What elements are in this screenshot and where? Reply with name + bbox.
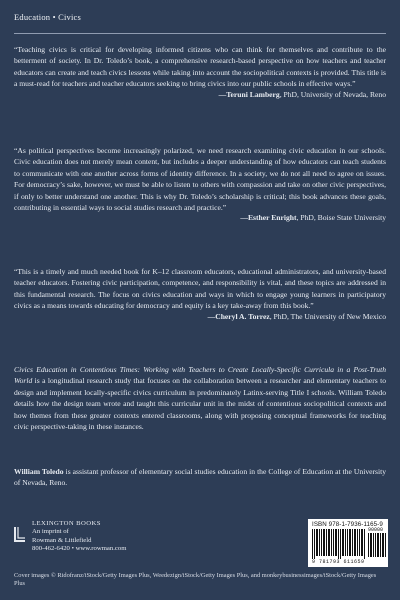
publisher-logo-icon <box>14 526 26 542</box>
endorsement-quote <box>14 145 386 224</box>
publisher-name: LEXINGTON BOOKS <box>32 520 101 527</box>
endorsement-quote <box>14 266 386 322</box>
quote-text: “This is a timely and much needed book for K–12 classroom educators, educational administrators, and university-based teacher educators. Fostering civic participation, competence, and responsibility is vital, and these topics are addressed in this fundamental research. The focus on civics education and ways in which to engage young learners in participatory civics as a means towards educating for democracy and equity is a key take-away from this book.” <box>14 267 386 311</box>
endorser-name: —Teruni Lamberg <box>218 89 280 99</box>
isbn-label: ISBN 978-1-7936-1165-9 <box>312 521 383 528</box>
price-code: 90000 <box>368 527 384 533</box>
isbn-barcode <box>308 519 388 567</box>
barcode-digits: 9 781793 611659 <box>312 559 365 565</box>
cover-image-credits: Cover images © Ridofranz/iStock/Getty Images Plus, Weedezign/iStock/Getty Images Plus, and monkeybusinessimages/iStock/Getty Images Plus <box>14 572 377 587</box>
barcode-bars <box>312 529 366 559</box>
publisher-parent: Rowman & Littlefield <box>32 536 92 544</box>
author-bio <box>14 466 386 489</box>
quote-text: “Teaching civics is critical for developing informed citizens who can think for themselves and contribute to the betterment of society. In Dr. Toledo’s book, a comprehensive research-based perspective on how teachers and teacher educators can create and teach civics lessons while taking into account the sociopolitical contexts is provided. This title is a must-read for teachers and teacher educators seeking to bring civics into our public schools in effective ways.” <box>14 45 386 89</box>
publisher-info <box>32 520 126 554</box>
author-bio-text: is assistant professor of elementary social studies education in the College of Education at the University of Nevada, Reno. <box>14 467 386 488</box>
publisher-imprint: An imprint of <box>32 528 69 536</box>
endorser-affiliation: , PhD, The University of New Mexico <box>269 311 386 321</box>
quote-attribution <box>14 89 386 100</box>
quote-attribution <box>14 311 386 322</box>
endorser-name: —Esther Enright <box>240 213 297 223</box>
header-divider <box>14 33 386 34</box>
category-label: Education • Civics <box>14 12 82 22</box>
quote-attribution <box>14 212 386 223</box>
endorser-affiliation: , PhD, Boise State University <box>296 213 386 223</box>
book-title: Civics Education in Contentious Times: Working with Teachers to Create Locally-Specific Curricula in a Post-Truth World <box>14 365 386 386</box>
publisher-contact: 800-462-6420 • www.rowman.com <box>32 545 127 553</box>
price-barcode-bars <box>368 533 386 557</box>
author-name: William Toledo <box>14 467 64 476</box>
endorsement-quote <box>14 44 386 100</box>
endorser-affiliation: , PhD, University of Nevada, Reno <box>279 89 386 99</box>
quote-text: “As political perspectives become increasingly polarized, we need research examining civic education in our schools. Civic education does not merely mean content, but includes a deeper understanding of how educators can teach students to communicate with one another across forms of identity difference. In a society, we do not all need to agree on issues. For democracy’s sake, however, we must be able to listen to others with compassion and take on other civic perspectives, if only to better understand one another. This is why Dr. Toledo’s scholarship is critical; this book advances these goals, contributing in essential ways to social studies research and practice.” <box>14 146 386 213</box>
endorser-name: —Cheryl A. Torrez <box>207 311 270 321</box>
description-body: is a longitudinal research study that focuses on the collaboration between a researcher and elementary teachers to design and implement locally-specific civics curriculum in predominately Latinx-serving Title I schools. William Toledo details how the design team wrote and taught this curricular unit in the midst of contentious sociopolitical contexts and how themes from these greater contexts entered classrooms, along with proposing conceptual frameworks for teaching civic perspective-taking in these instances. <box>14 376 386 432</box>
book-description <box>14 364 386 432</box>
